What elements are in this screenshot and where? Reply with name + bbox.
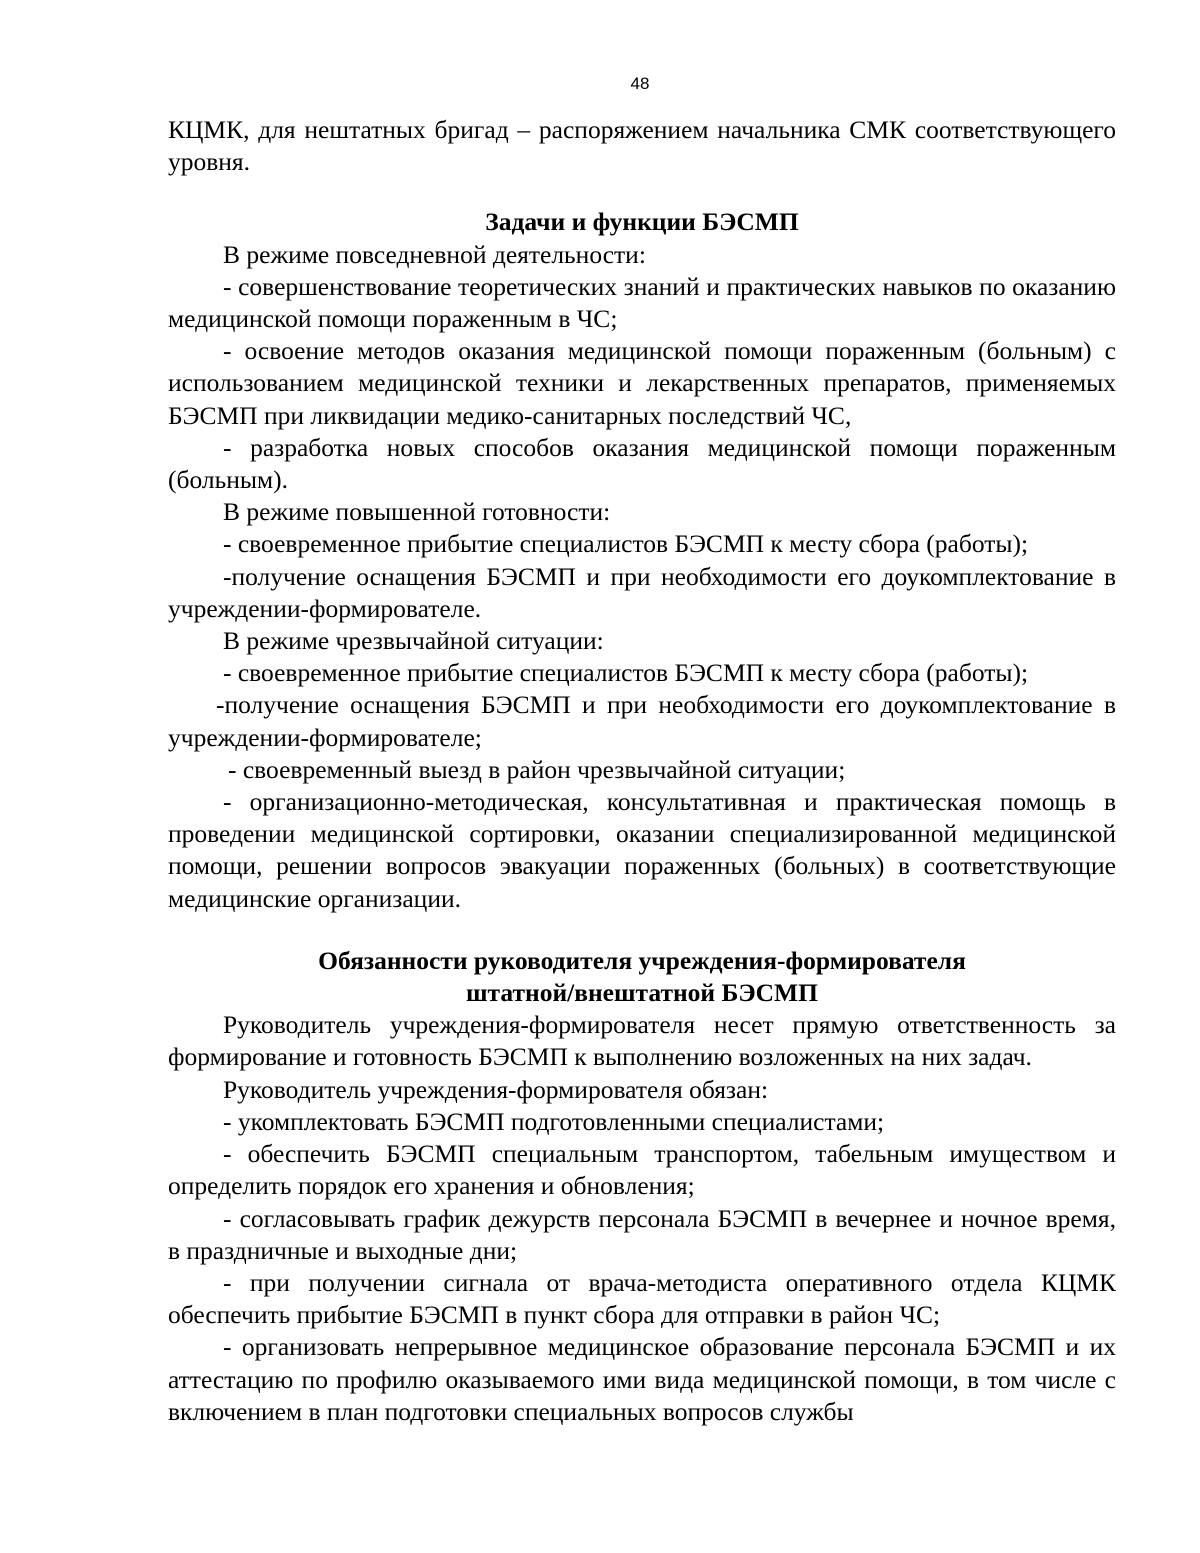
paragraph: В режиме повышенной готовности: xyxy=(223,497,611,527)
paragraph: - своевременный выезд в район чрезвычайной ситуации; xyxy=(228,754,846,784)
paragraph: - организационно-методическая, консультативная и практическая помощь в проведении медицинской сортировки, оказании специализированной медицинской помощи, решении вопросов эвакуации пораженных (больных) в соответствующие медицинские организации. xyxy=(168,787,1116,913)
section-heading xyxy=(168,206,1116,238)
paragraph: - освоение методов оказания медицинской помощи пораженным (больным) с использованием медицинской техники и лекарственных препаратов, применяемых БЭСМП при ликвидации медико-санитарных последствий ЧС, xyxy=(168,336,1116,430)
paragraph: - организовать непрерывное медицинское образование персонала БЭСМП и их аттестацию по профилю оказываемого ими вида медицинской помощи, в том числе с включением в план подготовки специальных вопросов службы xyxy=(168,1332,1116,1426)
paragraph: В режиме повседневной деятельности: xyxy=(223,239,646,269)
paragraph: -получение оснащения БЭСМП и при необходимости его доукомплектование в учреждении-формирователе. xyxy=(168,561,1116,623)
section-heading xyxy=(168,945,1116,1009)
paragraph: Руководитель учреждения-формирователя несет прямую ответственность за формирование и готовность БЭСМП к выполнению возложенных на них задач. xyxy=(168,1010,1116,1072)
paragraph: - своевременное прибытие специалистов БЭСМП к месту сбора (работы); xyxy=(223,658,1029,688)
paragraph: - обеспечить БЭСМП специальным транспортом, табельным имуществом и определить порядок его хранения и обновления; xyxy=(168,1139,1116,1201)
document-body xyxy=(168,114,1116,1428)
page-number: 48 xyxy=(630,74,650,93)
paragraph: - своевременное прибытие специалистов БЭСМП к месту сбора (работы); xyxy=(223,529,1029,559)
section-heading-line: штатной/внештатной БЭСМП xyxy=(466,978,818,1008)
paragraph: -получение оснащения БЭСМП и при необходимости его доукомплектование в учреждении-формирователе; xyxy=(168,690,1116,752)
paragraph: - укомплектовать БЭСМП подготовленными специалистами; xyxy=(223,1106,885,1136)
paragraph: Руководитель учреждения-формирователя обязан: xyxy=(223,1074,769,1104)
section-heading-line: Задачи и функции БЭСМП xyxy=(485,207,799,237)
paragraph: В режиме чрезвычайной ситуации: xyxy=(223,626,604,656)
paragraph: - совершенствование теоретических знаний и практических навыков по оказанию медицинской помощи пораженным в ЧС; xyxy=(168,271,1116,334)
paragraph: - разработка новых способов оказания медицинской помощи пораженным (больным). xyxy=(168,432,1116,495)
paragraph: - при получении сигнала от врача-методиста оперативного отдела КЦМК обеспечить прибытие БЭСМП в пункт сбора для отправки в район ЧС; xyxy=(168,1267,1116,1330)
paragraph: - согласовывать график дежурств персонала БЭСМП в вечернее и ночное время, в праздничные и выходные дни; xyxy=(168,1203,1116,1265)
section-heading-line: Обязанности руководителя учреждения-формирователя xyxy=(318,945,966,975)
paragraph: КЦМК, для нештатных бригад – распоряжением начальника СМК соответствующего уровня. xyxy=(168,115,1116,177)
